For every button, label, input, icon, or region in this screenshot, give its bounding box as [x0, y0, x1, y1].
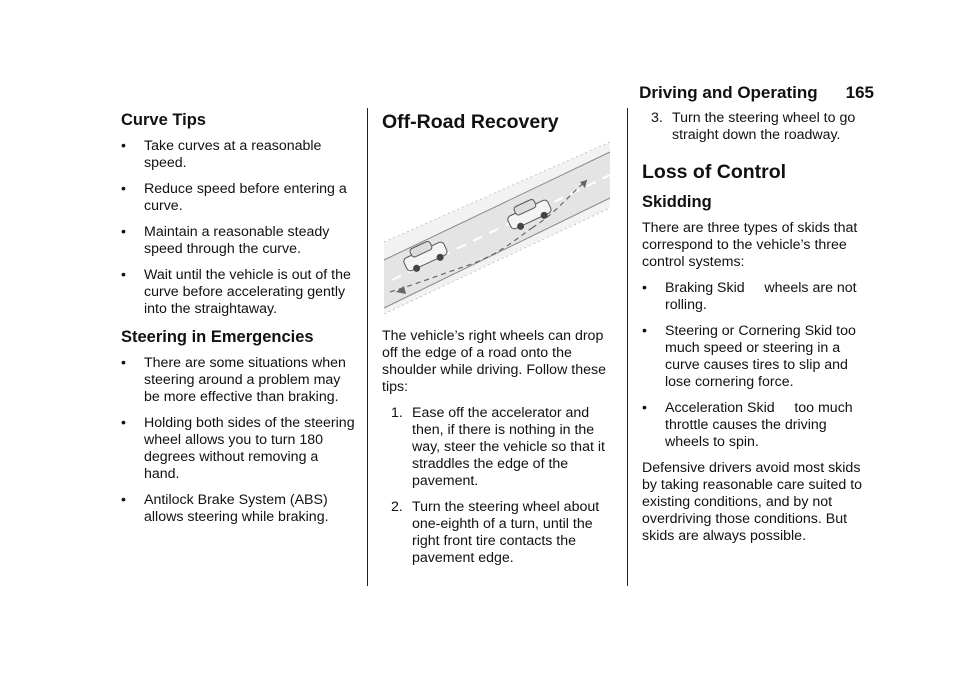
step-number: 1.: [391, 405, 403, 421]
off-road-recovery-illustration: [382, 142, 612, 314]
list-item: [642, 323, 874, 391]
list-item-text: There are some situations when steering around a problem may be more effective than braking.: [144, 355, 346, 405]
skid-intro: There are three types of skids that correspond to the vehicle’s three control systems:: [642, 220, 858, 270]
list-item-text: Steering or Cornering Skid too much speed or steering in a curve causes tires to slip and lose cornering force.: [665, 323, 856, 390]
column-3: [642, 110, 874, 554]
list-item: [642, 400, 874, 451]
list-item: [121, 224, 357, 258]
list-item: [121, 181, 357, 215]
list-item-text: Acceleration Skid too much throttle causes the driving wheels to spin.: [665, 400, 857, 450]
heading-steering-emergencies: Steering in Emergencies: [121, 328, 314, 346]
page-header: [639, 83, 874, 103]
step-text: Ease off the accelerator and then, if there is nothing in the way, steer the vehicle so that it straddles the edge of the pavement.: [412, 405, 605, 489]
list-item-text: Maintain a reasonable steady speed through the curve.: [144, 224, 330, 257]
list-item-text: Antilock Brake System (ABS) allows steering while braking.: [144, 492, 329, 525]
list-item: [642, 110, 874, 144]
list-item-text: Holding both sides of the steering wheel allows you to turn 180 degrees without removing a hand.: [144, 415, 355, 482]
list-item: [382, 499, 614, 567]
column-divider: [627, 108, 628, 586]
column-divider: [367, 108, 368, 586]
step-number: 2.: [391, 499, 403, 515]
step-text: Turn the steering wheel about one-eighth of a turn, until the right front tire contacts the pavement edge.: [412, 499, 600, 566]
skid-types-list: [642, 280, 874, 451]
bullet: •: [121, 355, 126, 371]
bullet: •: [642, 280, 647, 296]
list-item: [121, 138, 357, 172]
list-item: [121, 492, 357, 526]
bullet: •: [121, 181, 126, 197]
list-item: [642, 280, 874, 314]
bullet: •: [642, 400, 647, 416]
steering-list: [121, 355, 357, 526]
list-item: [121, 355, 357, 406]
heading-skidding: Skidding: [642, 193, 712, 211]
bullet: •: [121, 267, 126, 283]
list-item-text: Reduce speed before entering a curve.: [144, 181, 347, 214]
step-number: 3.: [651, 110, 663, 126]
bullet: •: [642, 323, 647, 339]
section-title: Driving and Operating: [639, 83, 818, 102]
heading-curve-tips: Curve Tips: [121, 111, 206, 129]
list-item: [382, 405, 614, 490]
bullet: •: [121, 138, 126, 154]
column-1: [121, 110, 357, 535]
bullet: •: [121, 415, 126, 431]
heading-loss-of-control: Loss of Control: [642, 161, 787, 183]
list-item-text: Wait until the vehicle is out of the curve before accelerating gently into the straightaway.: [144, 267, 351, 317]
bullet: •: [121, 224, 126, 240]
curve-tips-list: [121, 138, 357, 318]
off-road-steps-continued: [642, 110, 874, 144]
list-item: [121, 415, 357, 483]
list-item-text: Take curves at a reasonable speed.: [144, 138, 322, 171]
list-item-text: Braking Skid wheels are not rolling.: [665, 280, 861, 313]
step-text: Turn the steering wheel to go straight down the roadway.: [672, 110, 856, 143]
off-road-intro: The vehicle’s right wheels can drop off the edge of a road onto the shoulder while driving. Follow these tips:: [382, 328, 606, 395]
list-item: [121, 267, 357, 318]
column-2: [382, 110, 614, 576]
defensive-drivers-paragraph: Defensive drivers avoid most skids by taking reasonable care suited to existing conditions, and by not overdriving those conditions. But skids are always possible.: [642, 460, 863, 544]
bullet: •: [121, 492, 126, 508]
page-number: 165: [845, 83, 874, 102]
off-road-steps: [382, 405, 614, 567]
heading-off-road-recovery: Off-Road Recovery: [382, 111, 559, 133]
